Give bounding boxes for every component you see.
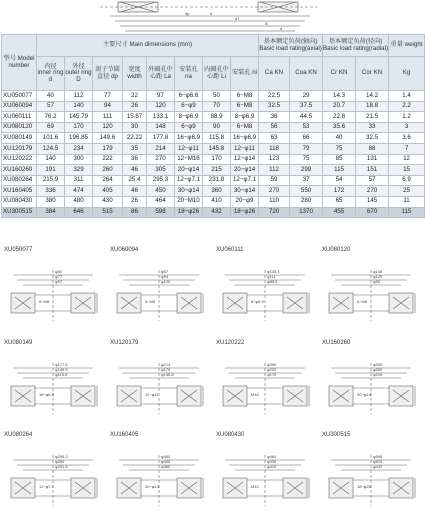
value-cell: 12−φ11 (175, 143, 203, 154)
value-cell: 450 (147, 186, 175, 197)
value-cell: 329 (65, 165, 93, 176)
value-cell: 280 (290, 196, 323, 207)
value-cell: 231.8 (203, 175, 231, 186)
value-cell: 79 (290, 143, 323, 154)
dim-label: 6−M8 (357, 299, 368, 304)
value-cell: 6.9 (389, 175, 425, 186)
table-row (2, 91, 425, 102)
dim-label: φ222 (267, 367, 277, 372)
value-cell: 299 (290, 165, 323, 176)
drawing-label: XU060094 (110, 247, 139, 253)
dim-label: φ50 (55, 269, 63, 274)
dim-label: 16−φ6.9 (39, 392, 54, 397)
dim-label: d1 (235, 16, 240, 21)
dim-label: φ133.1 (267, 269, 280, 274)
dim-label: φ120 (161, 279, 171, 284)
value-cell: 20.7 (323, 101, 356, 112)
drawing-label: XU080120 (322, 247, 351, 253)
model-cell: XU080430 (2, 196, 37, 207)
dim-label: 18−φ26 (357, 484, 371, 489)
value-cell: 115 (389, 207, 425, 218)
value-cell: 151 (356, 165, 389, 176)
value-cell: 140 (65, 101, 93, 112)
value-cell: 464 (147, 196, 175, 207)
value-cell: 215.9 (37, 175, 65, 186)
dim-label: 6−M8 (39, 299, 50, 304)
table-row (2, 133, 425, 144)
value-cell: 85 (323, 154, 356, 165)
dim-label: φ120 (373, 274, 383, 279)
table-row (2, 175, 425, 186)
value-cell: 123 (259, 154, 290, 165)
bearing-drawing (212, 432, 318, 512)
value-cell: 12−φ7.1 (231, 175, 259, 186)
value-cell: 75 (323, 143, 356, 154)
value-cell: 56 (259, 122, 290, 133)
dim-label: φ90 (373, 279, 381, 284)
value-cell: 311 (65, 175, 93, 186)
dim-label: M16 (251, 392, 259, 397)
subheader: 宽度 width (123, 57, 147, 91)
value-cell: 97 (147, 91, 175, 102)
value-cell: 90 (203, 122, 231, 133)
value-cell: 32.5 (356, 133, 389, 144)
value-cell: 88 (356, 143, 389, 154)
table-row (2, 207, 425, 218)
value-cell: 88.9 (203, 112, 231, 123)
value-cell: 14.3 (323, 91, 356, 102)
value-cell: 405 (93, 186, 123, 197)
value-cell: 15 (389, 165, 425, 176)
subheader: Ca KN (259, 57, 290, 91)
dim-label: φ97 (55, 279, 63, 284)
cross-section-drawing (3, 440, 103, 510)
value-cell: 12−M16 (175, 154, 203, 165)
dim-label: φ214 (161, 362, 171, 367)
dim-label: φ260 (373, 367, 383, 372)
value-cell: 22.22 (123, 133, 147, 144)
value-cell: 598 (147, 207, 175, 218)
value-cell: 57 (37, 101, 65, 112)
value-cell: 20−M10 (175, 196, 203, 207)
value-cell: 6−M8 (231, 91, 259, 102)
value-cell: 196.85 (65, 133, 93, 144)
value-cell: 270 (147, 154, 175, 165)
value-cell: 50 (203, 91, 231, 102)
specification-table (1, 34, 425, 218)
value-cell: 270 (356, 186, 389, 197)
table-row (2, 154, 425, 165)
cross-section-drawing (109, 255, 209, 325)
model-cell: XU060094 (2, 101, 37, 112)
cross-section-drawing (3, 255, 103, 325)
dim-label: φ179 (161, 367, 171, 372)
value-cell: 336 (37, 186, 65, 197)
value-cell: 670 (356, 207, 389, 218)
value-cell: 26 (123, 101, 147, 112)
drawing-label: XU300515 (322, 432, 351, 438)
table-row (2, 196, 425, 207)
subheader: Cor KN (356, 57, 389, 91)
dim-label: φ77 (55, 274, 63, 279)
value-cell: 46 (123, 165, 147, 176)
cross-section-drawing (215, 255, 315, 325)
value-cell: 20−φ14 (175, 165, 203, 176)
value-cell: 474 (65, 186, 93, 197)
header-axial-load: 基本额定负荷(轴向) Basic load rating(axial) (259, 35, 323, 57)
table-row (2, 112, 425, 123)
dim-label: M10 (251, 484, 259, 489)
value-cell: 8−φ6.9 (231, 112, 259, 123)
cross-section-drawing (321, 348, 421, 418)
bearing-drawing (106, 340, 212, 420)
value-cell: 172 (323, 186, 356, 197)
value-cell: 30−φ14 (175, 186, 203, 197)
drawing-label: XU160405 (110, 432, 139, 438)
value-cell: 115 (323, 165, 356, 176)
value-cell: 120 (147, 101, 175, 112)
value-cell: 77 (93, 91, 123, 102)
value-cell: 133.1 (147, 112, 175, 123)
dim-label: 20−φ14 (357, 392, 371, 397)
value-cell: 65 (323, 196, 356, 207)
drawing-label: XU080264 (4, 432, 33, 438)
value-cell: 36 (123, 154, 147, 165)
value-cell: 22 (123, 91, 147, 102)
dim-label: φ430 (267, 459, 277, 464)
dim-label: φ57 (161, 269, 169, 274)
value-cell: 11 (389, 196, 425, 207)
value-cell: 170 (203, 154, 231, 165)
value-cell: 264 (93, 175, 123, 186)
subheader: 内径 inner ring d (37, 57, 65, 91)
table-row (2, 143, 425, 154)
value-cell: 32.5 (259, 101, 290, 112)
bearing-drawing (212, 247, 318, 327)
value-cell: 53 (290, 122, 323, 133)
value-cell: 66 (290, 133, 323, 144)
model-cell: XU080120 (2, 122, 37, 133)
value-cell: 12 (389, 154, 425, 165)
value-cell: 191 (37, 165, 65, 176)
value-cell: 30 (123, 122, 147, 133)
value-cell: 120 (93, 122, 123, 133)
drawing-label: XU080149 (4, 340, 33, 346)
cross-section-drawing (109, 348, 209, 418)
value-cell: 40 (323, 133, 356, 144)
dim-label: B (265, 21, 268, 26)
value-cell: 111 (93, 112, 123, 123)
bearing-drawing (0, 432, 106, 512)
dim-label: φ405 (161, 459, 171, 464)
subheader: 内圈孔中心距 Li (203, 57, 231, 91)
dim-label: 30−φ14 (145, 484, 159, 489)
value-cell: 25 (389, 186, 425, 197)
dim-label: φ170 (267, 372, 277, 377)
value-cell: 69 (37, 122, 65, 133)
value-cell: 75 (290, 154, 323, 165)
value-cell: 115.8 (203, 133, 231, 144)
value-cell: 37.5 (290, 101, 323, 112)
bearing-drawing (318, 340, 424, 420)
header-radial-load: 基本额定负荷(径向) Basic load rating(radial) (323, 35, 389, 57)
header-model: 型号 Model number (2, 35, 37, 91)
dim-label: 8−φ6.9 (251, 299, 264, 304)
value-cell: 94 (93, 101, 123, 112)
value-cell: 18−φ26 (175, 207, 203, 218)
model-cell: XU160260 (2, 165, 37, 176)
model-cell: XU160405 (2, 186, 37, 197)
model-cell: XU050077 (2, 91, 37, 102)
dim-label: φ264 (55, 459, 65, 464)
value-cell: 22.8 (323, 112, 356, 123)
value-cell: 6−φ6.6 (175, 91, 203, 102)
value-cell: 170 (65, 122, 93, 133)
value-cell: 20−φ14 (231, 165, 259, 176)
value-cell: 550 (290, 186, 323, 197)
value-cell: 480 (65, 196, 93, 207)
value-cell: 21.5 (356, 112, 389, 123)
value-cell: 222 (93, 154, 123, 165)
value-cell: 70 (203, 101, 231, 112)
cross-section-drawing (215, 348, 315, 418)
dim-label: φ360 (161, 464, 171, 469)
bearing-drawing (106, 432, 212, 512)
table-row (2, 165, 425, 176)
subheader: Cr KN (323, 57, 356, 91)
value-cell: 3.6 (389, 133, 425, 144)
subheader: Coa KN (290, 57, 323, 91)
dim-label: φ231.8 (55, 464, 68, 469)
value-cell: 720 (259, 207, 290, 218)
dim-label: φ111 (267, 274, 276, 279)
value-cell: 432 (203, 207, 231, 218)
value-cell: 214 (147, 143, 175, 154)
value-cell: 7 (389, 143, 425, 154)
value-cell: 14.2 (356, 91, 389, 102)
value-cell: 6−φ9 (175, 122, 203, 133)
value-cell: 646 (65, 207, 93, 218)
bearing-drawing (318, 432, 424, 512)
cross-section-drawing (321, 255, 421, 325)
bearing-drawing (318, 247, 424, 327)
value-cell: 131 (356, 154, 389, 165)
drawing-label: XU050077 (4, 247, 33, 253)
value-cell: 16−φ6.9 (175, 133, 203, 144)
value-cell: 140 (37, 154, 65, 165)
value-cell: 270 (259, 186, 290, 197)
dim-label: 6−M8 (145, 299, 156, 304)
dim-label: φ450 (161, 454, 171, 459)
dim-label: φ145.8 (161, 372, 174, 377)
value-cell: 25.4 (123, 175, 147, 186)
value-cell: 515 (93, 207, 123, 218)
value-cell: 260 (93, 165, 123, 176)
value-cell: 124.5 (37, 143, 65, 154)
value-cell: 44.5 (290, 112, 323, 123)
value-cell: 177.8 (147, 133, 175, 144)
value-cell: 145.8 (203, 143, 231, 154)
dim-label: dp (185, 11, 190, 16)
subheader: 滚子节圆直径 dp (93, 57, 123, 91)
dim-label: d (210, 11, 213, 16)
value-cell: 86 (123, 207, 147, 218)
value-cell: 16−φ6.9 (231, 133, 259, 144)
model-cell: XU120222 (2, 154, 37, 165)
value-cell: 2.2 (389, 101, 425, 112)
model-cell: XU080149 (2, 133, 37, 144)
value-cell: 1.2 (389, 112, 425, 123)
subheader: 外圈孔中心距 La (147, 57, 175, 91)
value-cell: 63 (259, 133, 290, 144)
value-cell: 295.3 (147, 175, 175, 186)
value-cell: 410 (203, 196, 231, 207)
dim-label: φ148 (373, 269, 383, 274)
value-cell: 8−φ6.9 (175, 112, 203, 123)
value-cell: 18−φ26 (231, 207, 259, 218)
value-cell: 6−M8 (231, 122, 259, 133)
model-cell: XU080264 (2, 175, 37, 186)
value-cell: 101.6 (37, 133, 65, 144)
dim-label: φ515 (373, 459, 383, 464)
value-cell: 20−φ9 (231, 196, 259, 207)
value-cell: 12−φ7.1 (175, 175, 203, 186)
dim-label: φ295.3 (55, 454, 68, 459)
cross-section-drawing (109, 440, 209, 510)
header-main-dimensions: 主要尺寸 Main dimensions (mm) (37, 35, 259, 57)
table-row (2, 122, 425, 133)
table-row (2, 186, 425, 197)
drawing-label: XU120179 (110, 340, 139, 346)
model-cell: XU120179 (2, 143, 37, 154)
value-cell: 3 (389, 122, 425, 133)
value-cell: 360 (203, 186, 231, 197)
top-section-drawing (0, 0, 425, 34)
subheader: Kg (389, 57, 425, 91)
dim-label: 12−φ7.1 (39, 484, 54, 489)
value-cell: 30−φ14 (231, 186, 259, 197)
dim-label: φ177.8 (55, 362, 68, 367)
value-cell: 57 (356, 175, 389, 186)
value-cell: 1370 (290, 207, 323, 218)
subheader: 安装孔 na (175, 57, 203, 91)
value-cell: 35 (123, 143, 147, 154)
value-cell: 148 (147, 122, 175, 133)
value-cell: 46 (123, 186, 147, 197)
value-cell: 305 (147, 165, 175, 176)
value-cell: 149.6 (93, 133, 123, 144)
value-cell: 455 (323, 207, 356, 218)
value-cell: 112 (259, 165, 290, 176)
value-cell: 6−φ9 (175, 101, 203, 112)
cross-section-drawing (215, 440, 315, 510)
bearing-drawing (0, 340, 106, 420)
table-row (2, 101, 425, 112)
dim-label: φ464 (267, 454, 277, 459)
dim-label: φ149.6 (55, 367, 68, 372)
value-cell: 112 (65, 91, 93, 102)
dim-label: d (280, 26, 283, 31)
value-cell: 26 (123, 196, 147, 207)
dim-label: φ115.8 (55, 372, 68, 377)
value-cell: 35.6 (323, 122, 356, 133)
value-cell: 76.2 (37, 112, 65, 123)
value-cell: 430 (93, 196, 123, 207)
bearing-drawing (106, 247, 212, 327)
value-cell: 37 (290, 175, 323, 186)
value-cell: 6−M8 (231, 101, 259, 112)
dim-label: φ215 (373, 372, 383, 377)
value-cell: 22.5 (259, 91, 290, 102)
cross-section-drawing (3, 348, 103, 418)
value-cell: 29 (290, 91, 323, 102)
value-cell: 215 (203, 165, 231, 176)
value-cell: 15.87 (123, 112, 147, 123)
bearing-drawing (212, 340, 318, 420)
dim-label: φ305 (373, 362, 383, 367)
dim-label: φ300 (267, 362, 277, 367)
drawing-label: XU080430 (216, 432, 245, 438)
value-cell: 234 (65, 143, 93, 154)
value-cell: 59 (259, 175, 290, 186)
value-cell: 33 (356, 122, 389, 133)
value-cell: 300 (65, 154, 93, 165)
value-cell: 12−φ14 (231, 154, 259, 165)
dim-label: 12−φ11 (145, 392, 159, 397)
dim-label: φ410 (267, 464, 277, 469)
drawing-label: XU120222 (216, 340, 245, 346)
dim-label: φ88.9 (267, 279, 278, 284)
dim-label: φ94 (161, 274, 169, 279)
value-cell: 1.4 (389, 91, 425, 102)
bearing-drawing (0, 247, 106, 327)
drawing-label: XU160260 (322, 340, 351, 346)
value-cell: 384 (37, 207, 65, 218)
value-cell: 40 (37, 91, 65, 102)
value-cell: 110 (259, 196, 290, 207)
value-cell: 36 (259, 112, 290, 123)
value-cell: 118 (259, 143, 290, 154)
dim-label: φ598 (373, 454, 383, 459)
subheader: 外径 outer ring D (65, 57, 93, 91)
value-cell: 145 (356, 196, 389, 207)
subheader: 安装孔 ni (231, 57, 259, 91)
value-cell: 145.79 (65, 112, 93, 123)
value-cell: 179 (93, 143, 123, 154)
drawing-label: XU060111 (216, 247, 244, 253)
model-cell: XU060111 (2, 112, 37, 123)
dim-label: φ432 (373, 464, 383, 469)
header-weight: 重量 weight (389, 35, 425, 57)
value-cell: 18.8 (356, 101, 389, 112)
cross-section-drawing (321, 440, 421, 510)
model-cell: XU300515 (2, 207, 37, 218)
value-cell: 380 (37, 196, 65, 207)
value-cell: 12−φ11 (231, 143, 259, 154)
value-cell: 54 (323, 175, 356, 186)
